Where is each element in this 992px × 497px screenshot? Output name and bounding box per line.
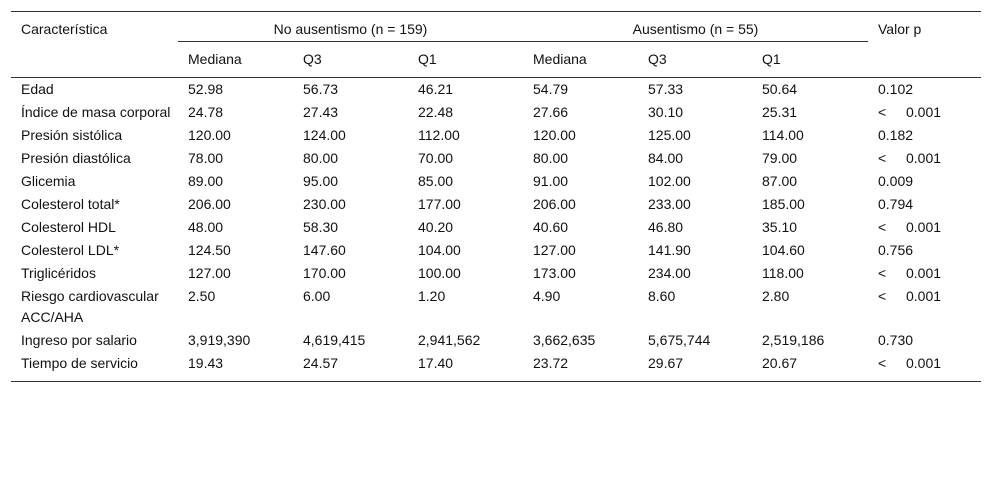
p-value-prefix: < [878, 104, 887, 120]
p-value: 0.001 [906, 288, 942, 304]
cell-p-value [868, 124, 981, 147]
cell-value: 127.00 [188, 265, 231, 281]
cell-value: 3,662,635 [533, 332, 596, 348]
cell-value: 80.00 [533, 150, 569, 166]
cell-value: 100.00 [418, 265, 461, 281]
cell-value: 17.40 [418, 355, 454, 371]
cell-value: 1.20 [418, 288, 446, 304]
cell-value: 57.33 [648, 81, 684, 97]
cell-value: 54.79 [533, 81, 569, 97]
table-row [11, 170, 981, 193]
cell-value: 46.21 [418, 81, 454, 97]
cell-value: 2.80 [762, 288, 790, 304]
cell-p-value [868, 170, 981, 193]
p-value: 0.182 [878, 127, 914, 143]
cell-value: 84.00 [648, 150, 684, 166]
header-group-no-ausentismo [178, 12, 523, 42]
cell-value: 127.00 [533, 242, 576, 258]
row-label: Colesterol HDL [21, 219, 116, 235]
cell-value: 3,919,390 [188, 332, 251, 348]
cell-value: 85.00 [418, 173, 454, 189]
cell-value: 5,675,744 [648, 332, 711, 348]
cell-p-value [868, 147, 981, 170]
cell-value: 56.73 [303, 81, 339, 97]
cell-value: 4,619,415 [303, 332, 366, 348]
row-label: Riesgo cardiovascular ACC/AHA [21, 288, 159, 325]
p-value-prefix: < [878, 219, 887, 235]
table-row [11, 78, 981, 102]
cell-value: 52.98 [188, 81, 224, 97]
cell-value: 112.00 [418, 127, 460, 143]
cell-value: 177.00 [418, 196, 461, 212]
cell-value: 124.50 [188, 242, 231, 258]
cell-value: 70.00 [418, 150, 454, 166]
p-value: 0.001 [906, 104, 942, 120]
cell-value: 2.50 [188, 288, 216, 304]
p-value: 0.794 [878, 196, 914, 212]
header-sub-col: Mediana [533, 51, 587, 67]
p-value-prefix: < [878, 150, 887, 166]
cell-value: 23.72 [533, 355, 569, 371]
p-value-prefix: < [878, 288, 887, 304]
cell-value: 19.43 [188, 355, 224, 371]
cell-value: 35.10 [762, 219, 798, 235]
row-label: Triglicéridos [21, 265, 96, 281]
cell-value: 78.00 [188, 150, 224, 166]
cell-value: 104.00 [418, 242, 461, 258]
header-sub-col: Q3 [303, 51, 322, 67]
cell-value: 141.90 [648, 242, 691, 258]
p-value: 0.756 [878, 242, 914, 258]
cell-value: 29.67 [648, 355, 684, 371]
cell-p-value [868, 285, 981, 329]
p-value: 0.102 [878, 81, 914, 97]
table-row [11, 239, 981, 262]
cell-value: 20.67 [762, 355, 798, 371]
cell-value: 120.00 [188, 127, 231, 143]
header-sub-col: Q1 [762, 51, 781, 67]
header-row-top [11, 12, 981, 42]
cell-value: 87.00 [762, 173, 798, 189]
cell-value: 230.00 [303, 196, 346, 212]
row-label: Colesterol LDL* [21, 242, 120, 258]
row-label: Presión sistólica [21, 127, 123, 143]
header-group-ausentismo-label: Ausentismo (n = 55) [632, 21, 759, 37]
cell-value: 24.78 [188, 104, 224, 120]
p-value: 0.001 [906, 219, 942, 235]
cell-value: 91.00 [533, 173, 569, 189]
cell-value: 50.64 [762, 81, 798, 97]
cell-value: 40.60 [533, 219, 569, 235]
cell-value: 234.00 [648, 265, 691, 281]
p-value: 0.001 [906, 355, 942, 371]
cell-value: 58.30 [303, 219, 339, 235]
cell-value: 6.00 [303, 288, 331, 304]
cell-value: 8.60 [648, 288, 676, 304]
cell-value: 125.00 [648, 127, 691, 143]
p-value-prefix: < [878, 265, 887, 281]
cell-value: 48.00 [188, 219, 224, 235]
cell-p-value [868, 193, 981, 216]
header-group-ausentismo [523, 12, 868, 42]
cell-p-value [868, 216, 981, 239]
cell-value: 124.00 [303, 127, 346, 143]
cell-value: 120.00 [533, 127, 576, 143]
header-caracteristica: Característica [21, 21, 108, 37]
cell-value: 2,519,186 [762, 332, 825, 348]
cell-value: 95.00 [303, 173, 339, 189]
row-label: Índice de masa corporal [21, 104, 171, 120]
cell-value: 2,941,562 [418, 332, 481, 348]
p-value: 0.001 [906, 150, 942, 166]
cell-value: 30.10 [648, 104, 684, 120]
header-group-no-ausentismo-label: No ausentismo (n = 159) [273, 21, 428, 37]
cell-value: 89.00 [188, 173, 224, 189]
cell-value: 206.00 [533, 196, 576, 212]
cell-p-value [868, 101, 981, 124]
table-row [11, 216, 981, 239]
header-sub-col: Q1 [418, 51, 437, 67]
row-label: Presión diastólica [21, 150, 131, 166]
cell-value: 170.00 [303, 265, 346, 281]
p-value: 0.009 [878, 173, 914, 189]
cell-value: 147.60 [303, 242, 346, 258]
table-body [11, 78, 981, 382]
cell-p-value [868, 329, 981, 352]
p-value-prefix: < [878, 355, 887, 371]
cell-value: 206.00 [188, 196, 231, 212]
cell-value: 173.00 [533, 265, 576, 281]
cell-p-value [868, 78, 981, 102]
cell-value: 24.57 [303, 355, 339, 371]
header-sub-col: Q3 [648, 51, 667, 67]
cell-value: 104.60 [762, 242, 805, 258]
table-row [11, 101, 981, 124]
header-sub-col: Mediana [188, 51, 242, 67]
row-label: Edad [21, 81, 54, 97]
cell-value: 114.00 [762, 127, 804, 143]
table-row [11, 352, 981, 382]
table-row [11, 285, 981, 329]
p-value: 0.730 [878, 332, 914, 348]
cell-value: 185.00 [762, 196, 805, 212]
header-valor-p: Valor p [878, 21, 922, 37]
cell-value: 233.00 [648, 196, 691, 212]
cell-value: 40.20 [418, 219, 454, 235]
data-table [11, 11, 981, 382]
table-row [11, 193, 981, 216]
cell-value: 25.31 [762, 104, 798, 120]
cell-value: 79.00 [762, 150, 798, 166]
table-row [11, 262, 981, 285]
cell-value: 22.48 [418, 104, 454, 120]
cell-p-value [868, 262, 981, 285]
cell-value: 46.80 [648, 219, 684, 235]
table-row [11, 329, 981, 352]
row-label: Glicemia [21, 173, 76, 189]
table-row [11, 147, 981, 170]
cell-value: 102.00 [648, 173, 691, 189]
cell-value: 118.00 [762, 265, 804, 281]
row-label: Tiempo de servicio [21, 355, 138, 371]
row-label: Ingreso por salario [21, 332, 137, 348]
cell-value: 4.90 [533, 288, 561, 304]
cell-p-value [868, 239, 981, 262]
cell-value: 80.00 [303, 150, 339, 166]
table-row [11, 124, 981, 147]
cell-p-value [868, 352, 981, 382]
cell-value: 27.66 [533, 104, 569, 120]
cell-value: 27.43 [303, 104, 339, 120]
row-label: Colesterol total* [21, 196, 120, 212]
p-value: 0.001 [906, 265, 942, 281]
